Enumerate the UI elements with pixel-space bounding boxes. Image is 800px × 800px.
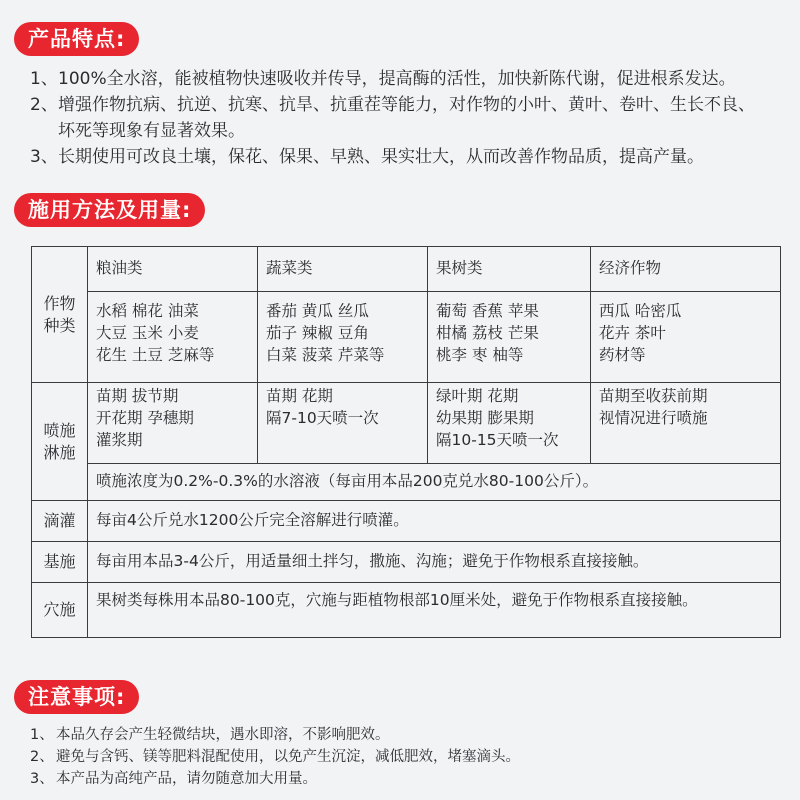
list-item: 2、 增强作物抗病、抗逆、抗寒、抗旱、抗重茬等能力，对作物的小叶、黄叶、卷叶、生长不良、坏死等现象有显著效果。 <box>30 95 755 141</box>
column-header: 蔬菜类 <box>258 247 428 292</box>
drip-text: 每亩4公斤兑水1200公斤完全溶解进行喷灌。 <box>88 501 781 542</box>
notes-list <box>30 724 770 790</box>
spray-period: 苗期 拔节期 开花期 孕穗期 灌浆期 <box>88 383 258 464</box>
column-header: 经济作物 <box>591 247 781 292</box>
table-row <box>32 583 781 638</box>
row-label-drip: 滴灌 <box>32 501 88 542</box>
list-item: 3、 本产品为高纯产品，请勿随意加大用量。 <box>30 771 317 787</box>
features-list <box>30 66 770 170</box>
row-label-crop-type: 作物 种类 <box>32 247 88 383</box>
table-row <box>32 247 781 292</box>
crop-list: 葡萄 香蕉 苹果 柑橘 荔枝 芒果 桃李 枣 柚等 <box>428 292 591 383</box>
crop-list: 西瓜 哈密瓜 花卉 茶叶 药材等 <box>591 292 781 383</box>
usage-title: 施用方法及用量: <box>14 193 205 227</box>
table-row <box>32 292 781 383</box>
table-row <box>32 542 781 583</box>
crop-list: 水稻 棉花 油菜 大豆 玉米 小麦 花生 土豆 芝麻等 <box>88 292 258 383</box>
list-item: 2、 避免与含钙、镁等肥料混配使用，以免产生沉淀，减低肥效，堵塞滴头。 <box>30 749 520 765</box>
list-item: 1、 100%全水溶，能被植物快速吸收并传导，提高酶的活性，加快新陈代谢，促进根系发达。 <box>30 69 736 89</box>
column-header: 果树类 <box>428 247 591 292</box>
table-row <box>32 383 781 464</box>
row-label-base: 基施 <box>32 542 88 583</box>
row-label-spray: 喷施 淋施 <box>32 383 88 501</box>
table-row <box>32 464 781 501</box>
base-text: 每亩用本品3-4公斤，用适量细土拌匀，撒施、沟施；避免于作物根系直接接触。 <box>88 542 781 583</box>
spray-period: 绿叶期 花期 幼果期 膨果期 隔10-15天喷一次 <box>428 383 591 464</box>
spray-period: 苗期至收获前期 视情况进行喷施 <box>591 383 781 464</box>
list-item: 3、 长期使用可改良土壤，保花、保果、早熟、果实壮大，从而改善作物品质，提高产量。 <box>30 147 704 167</box>
hole-text: 果树类每株用本品80-100克，穴施与距植物根部10厘米处，避免于作物根系直接接触。 <box>88 583 781 638</box>
spray-concentration: 喷施浓度为0.2%-0.3%的水溶液（每亩用本品200克兑水80-100公斤）。 <box>88 464 781 501</box>
notes-title: 注意事项: <box>14 680 139 714</box>
column-header: 粮油类 <box>88 247 258 292</box>
table-row <box>32 501 781 542</box>
spray-period: 苗期 花期 隔7-10天喷一次 <box>258 383 428 464</box>
usage-table <box>31 246 781 638</box>
features-title: 产品特点: <box>14 22 139 56</box>
row-label-hole: 穴施 <box>32 583 88 638</box>
list-item: 1、 本品久存会产生轻微结块，遇水即溶，不影响肥效。 <box>30 727 390 743</box>
crop-list: 番茄 黄瓜 丝瓜 茄子 辣椒 豆角 白菜 菠菜 芹菜等 <box>258 292 428 383</box>
